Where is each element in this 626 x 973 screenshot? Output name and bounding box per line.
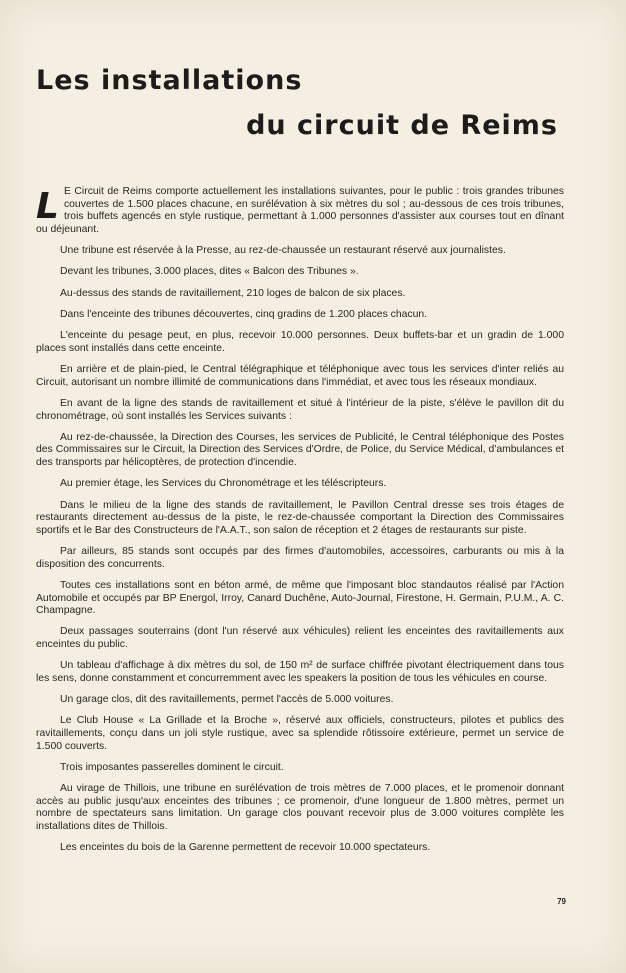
paragraph: L'enceinte du pesage peut, en plus, recevoir 10.000 personnes. Deux buffets-bar et un gradin de 1.000 places sont installés dans cette enceinte. [36,330,564,354]
paragraph: En arrière et de plain-pied, le Central télégraphique et téléphonique avec tous les services d'inter reliés au Circuit, autorisant un nombre illimité de communications dans l'immédiat, et avec tous les réseaux mondiaux. [36,364,564,388]
paragraph: Toutes ces installations sont en béton armé, de même que l'imposant bloc standautos réalisé par l'Action Automobile et occupés par BP Energol, Irroy, Canard Duchêne, Auto-Journal, Firestone, H. Germain, P.U.M., A. C. Champagne. [36,579,564,617]
drop-cap: L [36,186,59,227]
article-body [36,186,564,864]
paragraph: Dans le milieu de la ligne des stands de ravitaillement, le Pavillon Central dresse ses trois étages de restaurants directement au-dessus de la piste, le rez-de-chaussée comportant la Direction des Commissaires sportifs et le Bar des Constructeurs de l'A.A.T., son salon de réception et 2 étages de restaurants sur piste. [36,499,564,536]
paragraph: Le Club House « La Grillade et la Broche », réservé aux officiels, constructeurs, pilotes et publics des ravitaillements, conçu dans un joli style rustique, avec sa splendide rôtissoire extérieure, permet un service de 1.500 couverts. [36,715,564,752]
paragraph: Trois imposantes passerelles dominent le circuit. [60,761,284,773]
paragraph: Une tribune est réservée à la Presse, au rez-de-chaussée un restaurant réservé aux journalistes. [60,245,506,257]
paragraph: Au premier étage, les Services du Chronométrage et les téléscripteurs. [60,478,387,490]
paragraph: Un tableau d'affichage à dix mètres du sol, de 150 m² de surface chiffrée pivotant électriquement dans tous les sens, donne constamment et concurremment avec les speakers la position de tous les véhicules en course. [36,660,564,684]
paragraph: Au-dessus des stands de ravitaillement, 210 loges de balcon de six places. [60,287,406,299]
title-line-2: du circuit de Reims [246,110,558,141]
intro-text: E Circuit de Reims comporte actuellement les installations suivantes, pour le public : trois grandes tribunes couvertes de 1.500 places chacune, en surélévation à six mètres du sol ; au-dessous de ces trois tribunes, trois buffets agencés en style rustique, permettant à 1.000 personnes d'assister aux courses tout en dînant ou déjeunant. [36,186,564,235]
paragraph: Deux passages souterrains (dont l'un réservé aux véhicules) relient les enceintes des ravitaillements aux enceintes du public. [36,626,564,650]
paragraph: Dans l'enceinte des tribunes découvertes, cinq gradins de 1.200 places chacun. [60,308,428,320]
page-number: 79 [557,897,566,906]
intro-paragraph [36,186,564,236]
paragraph: Les enceintes du bois de la Garenne permettent de recevoir 10.000 spectateurs. [60,842,431,854]
title-line-1: Les installations [36,65,303,96]
paragraph: Au rez-de-chaussée, la Direction des Courses, les services de Publicité, le Central téléphonique des Postes des Commissaires sur le Circuit, la Direction des Services d'Ordre, de Police, du Service Médical, d'ambulances et des transports par hélicoptères, de protection d'incendie. [36,431,564,468]
paragraph: En avant de la ligne des stands de ravitaillement et situé à l'intérieur de la piste, s'élève le pavillon dit du chronométrage, où sont installés les Services suivants : [36,397,564,422]
paragraph: Devant les tribunes, 3.000 places, dites « Balcon des Tribunes ». [60,266,359,278]
paragraph: Un garage clos, dit des ravitaillements, permet l'accès de 5.000 voitures. [60,694,394,706]
paragraph: Par ailleurs, 85 stands sont occupés par des firmes d'automobiles, accessoires, carburants ou mis à la disposition des concurrents. [36,546,564,570]
paragraph: Au virage de Thillois, une tribune en surélévation de trois mètres de 7.000 places, et le promenoir donnant accès au public jusqu'aux enceintes des tribunes ; ce promenoir, d'une longueur de 1.800 mètres, permet un nombre de spectateurs sans limitation. Un garage clos pouvant recevoir plus de 3.000 voitures complète les installations dites de Thillois. [36,783,564,832]
